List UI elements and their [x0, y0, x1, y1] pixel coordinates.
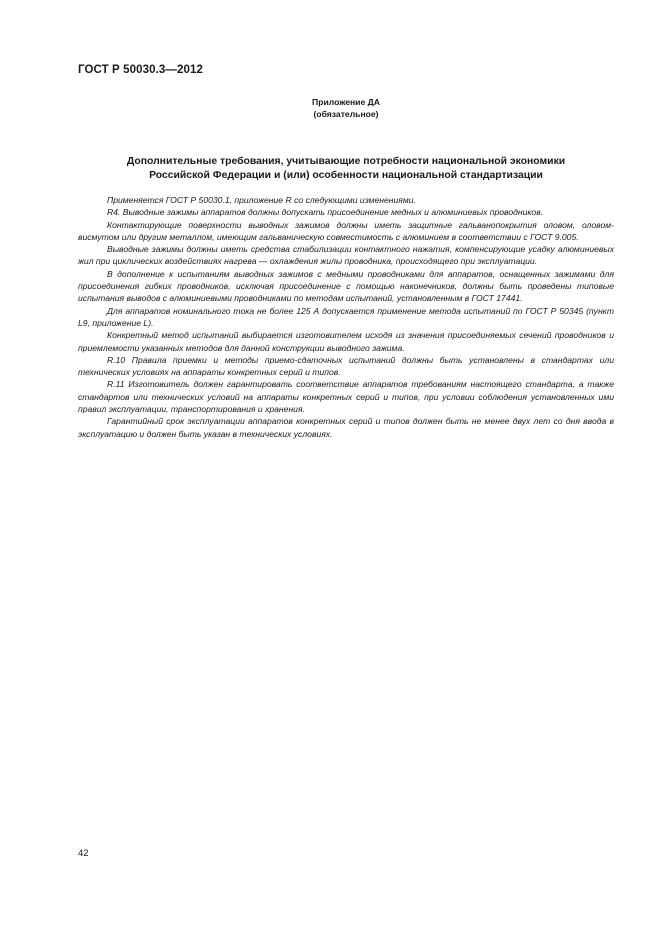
section-title-line-2: Российской Федерации и (или) особенности национальной стандартизации	[149, 170, 543, 181]
appendix-status: (обязательное)	[313, 108, 379, 119]
appendix-title: Приложение ДА	[312, 97, 380, 107]
body-text	[78, 194, 614, 440]
paragraph: R4. Выводные зажимы аппаратов должны допускать присоединение медных и алюминиевых проводников.	[107, 207, 544, 218]
paragraph: Для аппаратов номинального тока не более 125 А допускается применение метода испытаний по ГОСТ Р 50345 (пункт L9, приложение L).	[78, 305, 614, 328]
paragraph: Гарантийный срок эксплуатации аппаратов конкретных серий и типов должен быть не менее двух лет со дня ввода в эксплуатацию и должен быть указан в технических условиях.	[78, 416, 614, 439]
appendix-heading	[0, 97, 661, 120]
paragraph: R.11 Изготовитель должен гарантировать соответствие аппаратов требованиям настоящего стандарта, а также стандартов или технических условий на аппараты конкретных серий и типов, при условии соблюдения установленных ими правил эксплуатации, транспортирования и хранения.	[78, 379, 614, 415]
page-number: 42	[78, 848, 89, 859]
section-title-line-1: Дополнительные требования, учитывающие потребности национальной экономики	[126, 156, 566, 167]
section-title	[78, 155, 614, 183]
paragraph: R.10 Правила приемки и методы приемо-сдаточных испытаний должны быть установлены в стандартах или технических условиях на аппараты конкретных серий и типов.	[78, 354, 614, 378]
paragraph: Контактирующие поверхности выводных зажимов должны иметь защитные гальванопокрытия оловом, оловом-висмутом или другим металлом, имеющим гальваническую совместимость с алюминием в соответствии с ГОСТ 9.005.	[78, 219, 614, 242]
paragraph: Применяется ГОСТ Р 50030.1, приложение R со следующими изменениями.	[107, 195, 416, 205]
paragraph: Выводные зажимы должны иметь средства стабилизации контактного нажатия, компенсирующие усадку алюминиевых жил при циклических воздействиях нагрева — охлаждения жилы проводника, происходящего при эксплуатации.	[78, 244, 614, 267]
document-header: ГОСТ Р 50030.3—2012	[78, 64, 203, 76]
paragraph: Конкретный метод испытаний выбирается изготовителем исходя из значения присоединяемых сечений проводников и приемлемости указанных методов для данной конструкции выводного зажима.	[78, 330, 614, 353]
paragraph: В дополнение к испытаниям выводных зажимов с медными проводниками для аппаратов, оснащенных зажимами для присоединения гибких проводников, исключая присоединение с помощью наконечников, должны быть проведены типовые испытания выводов с алюминиевыми проводниками по методам испытаний, установленным в ГОСТ 17441.	[78, 268, 614, 304]
